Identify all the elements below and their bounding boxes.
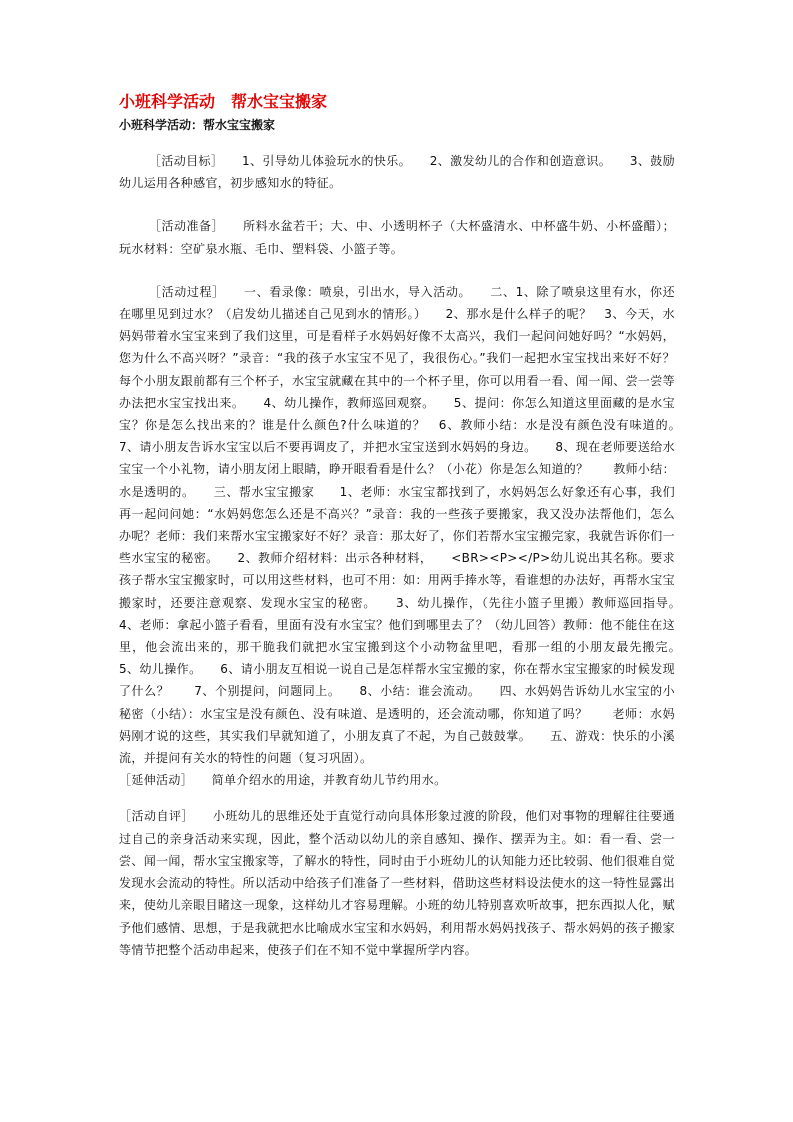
document-page <box>119 92 700 961</box>
activity-preparation-paragraph: ［活动准备］ 所料水盆若干；大、中、小透明杯子（大杯盛清水、中杯盛牛奶、小杯盛醋）；玩水材料：空矿泉水瓶、毛巾、塑料袋、小篮子等。 <box>119 219 675 256</box>
activity-review-paragraph: ［活动自评］ 小班幼儿的思维还处于直觉行动向具体形象过渡的阶段，他们对事物的理解往往要通过自己的亲身活动来实现，因此，整个活动以幼儿的亲自感知、操作、摆弄为主。如：看一看、尝一尝、闻一闻，帮水宝宝搬家等，了解水的特性，同时由于小班幼儿的认知能力还比较弱、他们很难自觉发现水会流动的特性。所以活动中给孩子们准备了一些材料，借助这些材料设法使水的这一特性显露出来，使幼儿亲眼目睹这一现象，这样幼儿才容易理解。小班的幼儿特别喜欢听故事，把东西拟人化，赋予他们感情、思想，于是我就把水比喻成水宝宝和水妈妈，利用帮水妈妈找孩子、帮水妈妈的孩子搬家等情节把整个活动串起来，使孩子们在不知不觉中掌握所学内容。 <box>119 809 675 957</box>
document-subtitle: 小班科学活动：帮水宝宝搬家 <box>119 118 276 132</box>
activity-extension-paragraph: ［延伸活动］ 简单介绍水的用途，并教育幼儿节约用水。 <box>119 773 447 788</box>
activity-goal-paragraph: ［活动目标］ 1、引导幼儿体验玩水的快乐。 2、激发幼儿的合作和创造意识。 3、鼓励幼儿运用各种感官，初步感知水的特征。 <box>119 154 675 191</box>
activity-process-paragraph: ［活动过程］ 一、看录像：喷泉，引出水，导入活动。 二、1、除了喷泉这里有水，你还在哪里见到过水？（启发幼儿描述自己见到水的情形。） 2、那水是什么样子的呢？ 3、今天，水妈妈带着水宝宝来到了我们这里，可是看样子水妈妈好像不太高兴，我们一起问问她好吗？“水妈妈，您为什么不高兴呀？”录音：“我的孩子水宝宝不见了，我很伤心。”我们一起把水宝宝找出来好不好？每个小朋友跟前都有三个杯子，水宝宝就藏在其中的一个杯子里，你可以用看一看、闻一闻、尝一尝等办法把水宝宝找出来。 4、幼儿操作，教师巡回观察。 5、提问：你怎么知道这里面藏的是水宝宝？你是怎么找出来的？谁是什么颜色?什么味道的？ 6、教师小结：水是没有颜色没有味道的。 7、请小朋友告诉水宝宝以后不要再调皮了，并把水宝宝送到水妈妈的身边。 8、现在老师要送给水宝宝一个小礼物，请小朋友闭上眼睛，睁开眼看看是什么？（小花）你是怎么知道的？ 教师小结：水是透明的。 三、帮水宝宝搬家 1、老师：水宝宝都找到了，水妈妈怎么好象还有心事，我们再一起问问她：“水妈妈您怎么还是不高兴？”录音：我的一些孩子要搬家，我又没办法帮他们，怎么办呢？老师：我们来帮水宝宝搬家好不好？录音：那太好了，你们若帮水宝宝搬完家，我就告诉你们一些水宝宝的秘密。 2、教师介绍材料：出示各种材料， <BR><P></P>幼儿说出其名称。要求孩子帮水宝宝搬家时，可以用这些材料，也可不用：如：用两手捧水等，看谁想的办法好，再帮水宝宝搬家时，还要注意观察、发现水宝宝的秘密。 3、幼儿操作，（先往小篮子里搬）教师巡回指导。 4、老师：拿起小篮子看看，里面有没有水宝宝？他们到哪里去了？（幼儿回答）教师：他不能住在这里，他会流出来的，那干脆我们就把水宝宝搬到这个小动物盆里吧，看那一组的小朋友最先搬完。 5、幼儿操作。 6、请小朋友互相说一说自己是怎样帮水宝宝搬的家，你在帮水宝宝搬家的时候发现了什么？ 7、个别提问，问题同上。 8、小结：谁会流动。 四、水妈妈告诉幼儿水宝宝的小秘密（小结）：水宝宝是没有颜色、没有味道、是透明的，还会流动哪，你知道了吗？ 老师：水妈妈刚才说的这些，其实我们早就知道了，小朋友真了不起，为自己鼓鼓掌。 五、游戏：快乐的小溪流，并提问有关水的特性的问题（复习巩固）。 <box>119 284 700 766</box>
document-title: 小班科学活动 帮水宝宝搬家 <box>119 92 328 111</box>
